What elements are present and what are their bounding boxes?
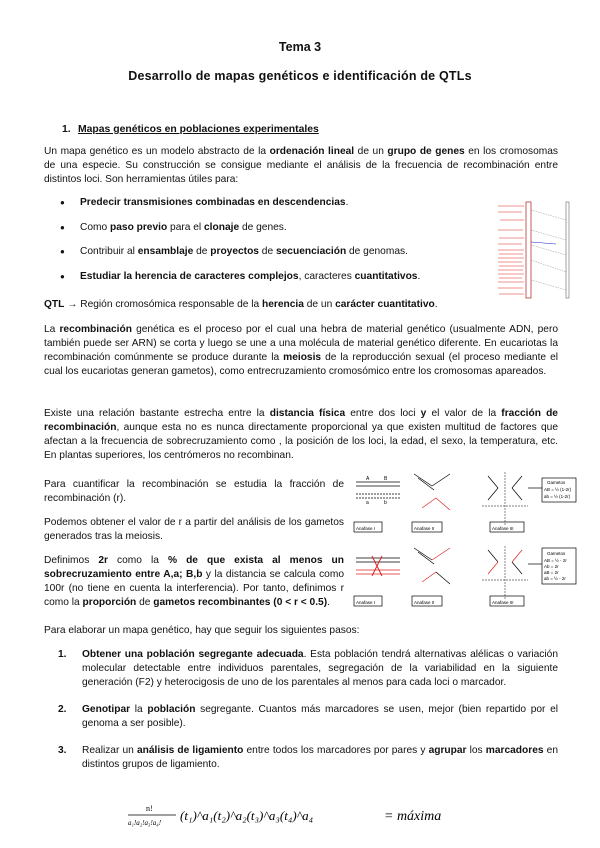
- text: .: [434, 299, 438, 310]
- text: el valor de la: [426, 408, 502, 419]
- fig2-label-2: Anafase II: [414, 600, 435, 605]
- text: Como: [80, 221, 111, 233]
- section-number: 1.: [62, 124, 71, 135]
- chromosome-letter-B: B: [384, 476, 388, 482]
- text-bold: marcadores: [485, 745, 544, 756]
- list-item: [58, 703, 558, 731]
- text-bold: % de que exista al menos un sobrecruzamiento entre A,a; B,b: [44, 555, 344, 580]
- fig1-box-line-1: Gametos: [547, 480, 566, 485]
- text: . Esta población tendrá alternativas alélicas o variación molecular detectable entre individuos parentales, segregación de la variabilidad en la siguiente generación (F2) y heterocigosis de uno de los parentales al menos para cada loci o marcador.: [82, 649, 558, 688]
- step-number: 3.: [58, 745, 67, 756]
- fig1-label-1: Anafase I: [356, 526, 376, 531]
- text: → Región cromosómica responsable de la: [64, 299, 262, 310]
- text-bold: y: [420, 408, 427, 419]
- text-bold: proporción: [82, 597, 137, 608]
- text-bold: clonaje: [204, 221, 240, 233]
- text-bold: ensamblaje: [137, 246, 194, 257]
- list-item: [58, 744, 558, 772]
- list-item: [58, 648, 558, 690]
- text: de: [193, 246, 211, 257]
- text-bold: secuenciación: [275, 246, 347, 257]
- text-bold: proyectos: [210, 246, 259, 257]
- page-title: Tema 3: [278, 40, 322, 54]
- text-bold: paso previo: [110, 221, 168, 233]
- meiosis-crossover-figure: [352, 544, 578, 608]
- fig2-box-line-4: aB = 2r: [544, 570, 559, 575]
- fig2-box-line-2: AB = ½ - 2r: [544, 558, 567, 563]
- fig1-label-3: Anafase III: [492, 526, 514, 531]
- text-bold: recombinación: [59, 324, 132, 335]
- text: entre todos los marcadores por pares y: [243, 745, 429, 756]
- text: Realizar un: [82, 745, 137, 756]
- qtl-definition: [44, 298, 558, 312]
- text-bold: 2r: [98, 555, 108, 566]
- text: , caracteres: [298, 270, 355, 282]
- text-bold: agrupar: [428, 745, 467, 756]
- text: , aunque esta no es nunca directamente proporcional ya que existen multitud de factores que afectan a la frecuencia de sobrecruzamiento como , la posición de los loci, la edad, el sexo, la temperatura, etc. En plantas superiores, los centrómeros no recombinan.: [44, 422, 558, 461]
- text-bold: grupo de genes: [387, 146, 465, 157]
- text-bold: Predecir transmisiones combinadas en descendencias: [80, 197, 346, 208]
- text-bold: carácter cuantitativo: [335, 299, 435, 310]
- step-number: 2.: [58, 704, 67, 715]
- text-bold: análisis de ligamiento: [136, 745, 244, 756]
- fig2-label-1: Anafase I: [356, 600, 376, 605]
- text-bold: fracción de recombinación: [44, 408, 558, 433]
- text: segregante. Cuantos más marcadores se usen, mejor (bien repartido por el genoma a ser posible).: [82, 704, 558, 729]
- text-bold: meiosis: [283, 352, 322, 363]
- formula-denominator: a₁!a₂!a₃!a₄!: [128, 819, 162, 827]
- fig2-label-3: Anafase III: [492, 600, 514, 605]
- text: Definimos: [44, 555, 99, 566]
- text-bold: QTL: [44, 299, 65, 310]
- text: de un: [303, 299, 336, 310]
- text: de: [258, 246, 276, 257]
- text: en los cromosomas de una especie. Su construcción se consigue mediante el análisis de la frecuencia de recombinación entre distintos loci. Son herramientas útiles para:: [44, 146, 559, 185]
- section-title: Mapas genéticos en poblaciones experimentales: [78, 124, 319, 135]
- intro-paragraph: [44, 145, 558, 187]
- text-bold: distancia física: [269, 408, 346, 419]
- text: la: [130, 704, 148, 715]
- text: como la: [107, 555, 168, 566]
- text: en distintos grupos de ligamiento.: [82, 745, 558, 770]
- text: de la reproducción sexual (el proceso mediante el cual los eucariotas generan gametos), como entrecruzamiento cromosómico entre los cromosomas apareados.: [44, 352, 559, 377]
- fig2-box-line-5: ab = ½ - 2r: [544, 576, 566, 581]
- text: de genomas.: [346, 246, 408, 257]
- fig2-box-line-1: Gametos: [547, 551, 566, 556]
- text-bold: Estudiar la herencia de caracteres complejos: [80, 270, 299, 282]
- formula-body: (t₁)^a₁(t₂)^a₂(t₃)^a₃(t₄)^a₄: [180, 808, 314, 823]
- likelihood-formula: [126, 800, 486, 830]
- text: .: [417, 270, 421, 282]
- obtain-paragraph: Podemos obtener el valor de r a partir del análisis de los gametos generados tras la meiosis.: [44, 517, 344, 542]
- steps-intro: Para elaborar un mapa genético, hay que seguir los siguientes pasos:: [44, 625, 360, 636]
- text: de un: [354, 146, 388, 157]
- uses-list: [60, 196, 480, 294]
- text-bold: Obtener una población segregante adecuada: [82, 649, 304, 660]
- text: de genes.: [239, 221, 287, 233]
- fig1-label-2: Anafase II: [414, 526, 435, 531]
- text: .: [327, 597, 330, 608]
- text: Un mapa genético es un modelo abstracto de la: [44, 146, 270, 157]
- list-item: [60, 221, 480, 246]
- text: y la distancia se calcula como 100r (no tiene en cuenta la interferencia). Por tanto, definimos r como la: [44, 569, 344, 608]
- formula-result: = máxima: [384, 809, 442, 824]
- quantify-paragraph: Para cuantificar la recombinación se estudia la fracción de recombinación (r).: [44, 479, 344, 504]
- chromosome-letter-a: a: [366, 500, 369, 506]
- chromosome-letter-A: A: [366, 476, 370, 482]
- list-item: [60, 196, 480, 221]
- define-paragraph: [44, 554, 344, 610]
- steps-list: [58, 648, 558, 785]
- text: Contribuir al: [80, 246, 138, 257]
- meiosis-no-crossover-figure: [352, 470, 578, 534]
- text-bold: gametos recombinantes (0 < r < 0.5): [153, 597, 328, 608]
- text: los: [466, 745, 486, 756]
- list-item: [60, 270, 480, 295]
- text-bold: cuantitativos: [354, 270, 418, 282]
- recombination-paragraph: [44, 323, 558, 379]
- fig1-box-line-2: AB = ½ (1-2r): [544, 487, 572, 492]
- text: para el: [167, 221, 205, 233]
- text-bold: Genotipar: [82, 704, 131, 715]
- text-bold: población: [147, 704, 196, 715]
- text: genética es el proceso por el cual una hebra de material genético (usualmente ADN, pero también puede ser ARN) se corta y luego se une a una molécula de material genético diferente. En eucariotas la recombinación comúnmente se produce durante la: [44, 324, 558, 363]
- distance-paragraph: [44, 407, 558, 463]
- section-heading: [62, 123, 319, 137]
- text: .: [345, 197, 349, 208]
- text: de: [136, 597, 154, 608]
- list-item: [60, 245, 480, 270]
- formula-numerator: n!: [146, 804, 153, 813]
- fig2-box-line-3: Ab = 2r: [544, 564, 559, 569]
- genetic-map-figure: [496, 200, 572, 300]
- page-subtitle: Desarrollo de mapas genéticos e identificación de QTLs: [128, 69, 472, 83]
- text: entre dos loci: [345, 408, 421, 419]
- text: Existe una relación bastante estrecha entre la: [44, 408, 270, 419]
- text-bold: herencia: [262, 299, 304, 310]
- step-number: 1.: [58, 649, 67, 660]
- text-bold: ordenación lineal: [269, 146, 355, 157]
- fig1-box-line-3: ab = ½ (1-2r): [544, 494, 571, 499]
- text: La: [44, 324, 60, 335]
- chromosome-letter-b: b: [384, 500, 387, 506]
